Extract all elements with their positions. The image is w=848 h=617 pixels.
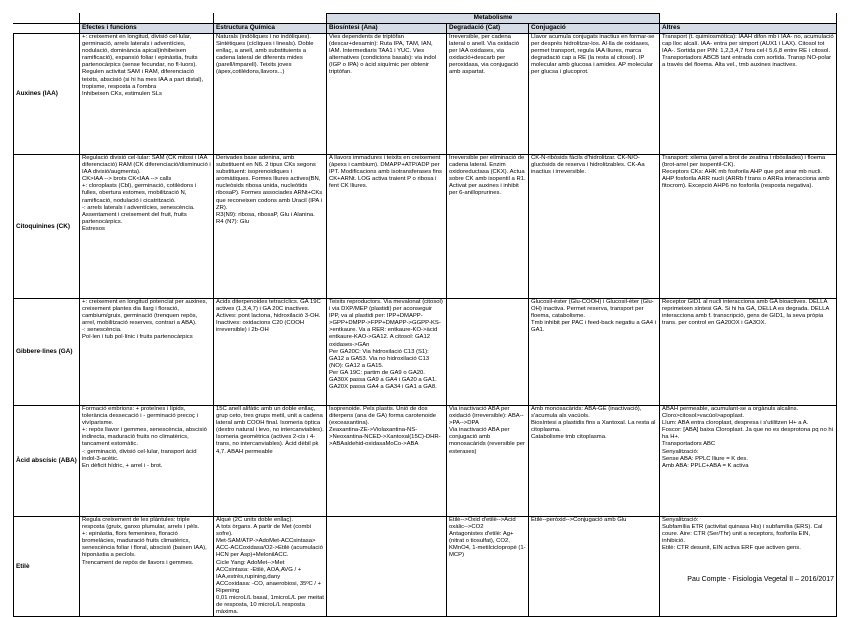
footer-credit: Pau Compte - Fisiologia Vegetal II – 2016/2017 (687, 576, 834, 583)
cell-text: Via inactivació ABA per conjugació amb monosacàrids (reversible per esterases) (449, 427, 525, 455)
table-cell (447, 299, 529, 406)
cell-text: 0,01 microL/L basal, 1microL/L per meitat de resposta, 10 microL/L resposta màxima. (216, 595, 324, 616)
cell-text: ACCoxidasa: -CO, anaerobiosi, 35ºC / + Ripening (216, 580, 322, 594)
cell-text: Amb monosacàrids: ABA-GE (inactivació), s'acumula als vacúols. (531, 406, 642, 420)
table-cell (529, 299, 660, 406)
column-header: Altres (660, 24, 837, 34)
cell-text: Receptor GID1 al nucli interacciona amb GA bioactives. DELLA reprimeixen síntesi GA. Si hi ha GA, DELLA es degrada. DELLA interacciona amb f. transcripció, gens de GID1, la seva pròpia trans. per control en GA20OX i GA3OX. (662, 299, 830, 327)
cell-text: ABAH permeable, acumulant-se a orgànuls alcalins. (662, 406, 799, 412)
table-cell (447, 406, 529, 517)
table-row (14, 517, 837, 617)
spacer-cell (214, 14, 327, 24)
cell-text: ACCsintasa: -Etilè, AOA,AVG / + IAA,estrès,rupining,dany (216, 566, 302, 580)
title-row (14, 14, 837, 24)
column-header: Conjugació (529, 24, 660, 34)
table-row (14, 406, 837, 517)
table-cell (529, 406, 660, 517)
cell-text: -: senescència. (82, 327, 122, 334)
cell-text: Irreversible per eliminació de cadena lateral. Enzim oxidoreductasa (CKX). Actua sobre CK amb isopentil a R1. Activat per auxines i inhibit per 6-anilloprurines. (449, 155, 526, 197)
cell-text: A tots òrgans. A partir de Met (combi sofre). (216, 524, 311, 538)
column-header: Estructura Química (214, 24, 327, 34)
table-cell (327, 299, 447, 406)
cell-text: Transportadors ABC (662, 441, 716, 448)
cell-text: Cloro>citosol>vacúol>apoplast. (662, 413, 745, 420)
table-cell (214, 517, 327, 617)
column-header: Efectes i funcions (80, 24, 214, 34)
table-cell (529, 155, 660, 299)
table-cell (660, 517, 837, 617)
column-header: Degradació (Cat) (447, 24, 529, 34)
cell-text: Inactives: oxidacions C20 (COOH irreversible) i 2b-OH (216, 320, 305, 334)
cell-text: Receptors CKs: AHK mb fosforila AHP que pot anar mb nucli. AHP fosforila ARR nucli (ARRb f trans o ARRa interacciona amb fitocrom). Excepció AHP6 no fosforila (resposta negativa). (662, 169, 830, 190)
table-cell (660, 299, 837, 406)
cell-text: Transport: xilema (arrel a brot de zeatina i ribòsilades) i floema (brot-arrel per isopentil-CK). (662, 155, 826, 169)
cell-text: R3(N9): ribosa, ribosaP, Glu i Alanina. (216, 211, 315, 218)
cell-text: Isoprenoide. Pels plastis. Unió de dos diterpens (ana de GA) forma carotenoide (exceaxantina). (329, 406, 437, 427)
cell-text: Sense ABA: PPLC lliure = K des. (662, 455, 748, 462)
table-cell (327, 34, 447, 155)
cell-text: R4 (N7): Glu (216, 218, 250, 225)
cell-text: Transport (t. quimiosmòtica): IAAH difon mb i IAA- no, acumulació cap lloc alcalí. IAA- entra per simport (AUX1 i LAX). Citosol tot IAA-. Sortida per PIN: 1,2,3,4,7 fora cel·l 5,6,8 entre RE i citosol. Transportadors ABCB tant entrada com sortida. Transp NO-polar a través del floema. Alta vel., tmb auxines inactives. (662, 34, 834, 69)
table-cell (214, 299, 327, 406)
table-cell (80, 517, 214, 617)
cell-text: Cicle Yang: AdoMet-->Met (216, 559, 285, 566)
table-row (14, 299, 837, 406)
cell-text: Etilè-->Òxid d'etilè-->Àcid oxàlic-->CO2 (449, 517, 516, 531)
cell-text: Irreversible, per cadena lateral o anell. Via oxidació per IAA oxidases, via oxidació+descarb per peroxidasa, via conjugació amb aspartat. (449, 34, 519, 76)
row-header: Àcid abscísic (ABA) (14, 406, 80, 517)
table-cell (529, 34, 660, 155)
table-cell (214, 406, 327, 517)
cell-text: Àcids diterpenoides tetracíclics. GA 19C actives (1,3,4,7) i GA 20C inactives. Actives: pont lactona, hidroxilació 3-OH. (216, 299, 321, 320)
table-cell (80, 155, 214, 299)
cell-text: Per GA 19C: partim de GA9 o GA20. GA30X passa GA9 a GA4 i GA20 a GA1. GA20X passa GA4 a GA34 i GA1 a GA8. (329, 369, 437, 391)
spacer-cell (80, 14, 214, 24)
row-header: Gibbere·lines (GA) (14, 299, 80, 406)
table-cell (327, 406, 447, 517)
cell-text: Senyalització: (662, 517, 699, 523)
cell-text: Inhibeixen CKs, estimulen SLs (82, 90, 162, 97)
cell-text: Senyalització: (662, 448, 699, 455)
cell-text: Zeaxantina-ZE->Violaxantina-NS->Neoxantina-NCED->Xantoxal(15C)-DHR->ABAaldehid-oxidasaMoCo->ABA (329, 427, 441, 448)
table-cell (80, 299, 214, 406)
cell-text: 15C anell alifàtic amb un doble enllaç, grup ceto, tres grups metil, unit a cadena lateral amb COOH final. Isomeria òptica (dextro natural i levo, no intercanviables). Isomeria geomètrica (actives 2-cis i 4-trans, no intercanviables). Àcid dèbil pk 4,7. ABAH permeable (216, 406, 324, 455)
table-cell (214, 155, 327, 299)
table-cell (660, 34, 837, 155)
cell-text: Formació embrions: + proteïnes i lípids, tolerància dessecació i - germinació precoç i vivíparisme. (82, 406, 198, 427)
corner-cell (14, 24, 80, 34)
table-cell (660, 406, 837, 517)
cell-text: Catabolisme tmb citoplasma. (531, 434, 607, 441)
cell-text: +: epinàstia, flors femenines, floració bromelàcies, maduració fruits climatèrics, senescència foliar i floral, abscisió (baixen IAA), hiponàstia a pecíols. (82, 531, 207, 559)
cell-text: Pol·len i tub pol·línic i fruits partenocàrpics (82, 334, 193, 341)
cell-text: Derivades base adenina, amb substituent en N6. 2 tipus CKs segons substituent: isoprenoidiques i aromàtiques. Formes lliures actives(BN, nucleòsids ribosa unida, nucleòtids ribosaP). Formes associades ARNt+CKs que reconeixen codons amb Uracil (IPA i ZR). (216, 155, 323, 211)
table-cell (447, 155, 529, 299)
table-cell (80, 34, 214, 155)
summary-sheet (13, 13, 836, 617)
cell-text: Llum: ABA entra cloroplast, despresa i s'utilitzen H+ a A. (662, 420, 809, 427)
column-header-row (14, 24, 837, 34)
table-cell (529, 517, 660, 617)
hormone-table (13, 13, 837, 617)
cell-text: En dèficit hídric, + arrel i - brot. (82, 462, 163, 469)
table-row (14, 155, 837, 299)
cell-text: Alquè (2C units doble enllaç). (216, 517, 293, 523)
cell-text: Teixits reproductors. Via mevalonat (citosol) i via DXP/MEP (plastidi) per aconseguir IPP, va al plastidi per: IPP+DMAPP->GPP+DMPP->FPP+DMAPP->GGPP-KS->entkaure. Va a RER: entkaure-KO->àcid entkaure-KAO->GA12. A citosol: GA12 oxidases->GAn (329, 299, 443, 348)
cell-text: Naturals (indòliques i no indòliques). Sintètiques (cícliques i lineals). Doble enllaç, a anell, amb substituients a cadena lateral de diferents mides (parell/imparell). Teixits joves (àpex,cotilèdons,llavors...) (216, 34, 314, 76)
table-cell (447, 517, 529, 617)
cell-text: +: cloroplasts (Cbl), germinació, cotilèdons i fulles, obertura estomes, mobilització N, ramificació, nodulació i cicatrització. (82, 183, 197, 204)
cell-text: Foscor: [ABA] baixa Cloroplast. Ja que no es desprotona pq no hi ha H+. (662, 427, 833, 441)
table-cell (327, 517, 447, 617)
cell-text: Vies dependents de triptòfan (descar+desamin): Ruta IPA, TAM, IAN, IAM. Intermediaris TAA1 i YUC. Vies alternatives (condicions basals): via indol (IGP o IPA) o àcid siquímic per obtenir triptòfan. (329, 34, 437, 76)
cell-text: -: germinació, divisió cel·lular, transport àcid indol-3-acètic. (82, 448, 197, 462)
cell-text: CK>IAA --> brots CK<IAA --> calls (82, 176, 172, 183)
table-cell (80, 406, 214, 517)
cell-text: Tmb inhibit per PAC i feed-back negatiu a GA4 i GA1. (531, 320, 656, 334)
cell-text: +: creixement en longitud, divisió cel·lular, germinació, arrels laterals i adventícies, nodulació, dominància apical(inhibeixen ramificació), expansió foliar i epinàstia, fruits partenocàrpics (sense fecundar, no fl·luors). Regulen activitat SAM i RAM, diferenciació teixits, abscisió (si hi ha mes IAA a part distal), tropisme, resposta a l'ombra (82, 34, 204, 90)
table-cell (214, 34, 327, 155)
cell-text: Trencament de repòs de llavors i gemmes. (82, 559, 194, 566)
metabolisme-header: Metabolisme (327, 14, 660, 24)
cell-text: Biosíntesi a plastidis fins a Xantoxal. La resta al citoplasma. (531, 420, 656, 434)
cell-text: Regula creixement de les plàntules: triple resposta (gruix, ganxo plumular, arrels i pèls. (82, 517, 200, 531)
row-header: Etilè (14, 517, 80, 617)
cell-text: Etilè--peròxid-->Conjugació amb Glu (531, 517, 627, 523)
row-header: Citoquinines (CK) (14, 155, 80, 299)
cell-text: CK-N-ribòsids fàcils d'hidrolitzar. CK-N/O-glucòsids de reserva i hidrolitzables. CK-Aa inactius i irreversible. (531, 155, 645, 176)
table-cell (447, 34, 529, 155)
table-cell (327, 155, 447, 299)
cell-text: Amb ABA: PPLC+ABA = K activa (662, 462, 749, 469)
cell-text: A llavors immadures i teixits en creixement (àpexs i cambium). DMAPP+ATP/ADP per IPT. Modificacions amb isotransferases fins CK+ARNt. LOG activa traient P o ribosa i fent CK lliures. (329, 155, 442, 190)
cell-text: Estresos (82, 225, 105, 232)
cell-text: Glucosil-èster (Glu-COOH) i Glucosil-èter (Glu-OH) inactiva. Permet reserva, transport per floema, catabolisme. (531, 299, 654, 320)
cell-text: +: creixement en longitud potenciat per auxines, creixement plantes dia llarg i floració, cambium/gruix, germinació (trenquen repòs, arrel, mobilització reserves, contrari a ABA). (82, 299, 208, 327)
table-row (14, 34, 837, 155)
cell-text: Met-SAM/ATP->AdoMet-ACCsintasa> ACC-ACCoxidasa/O2->Etilè (acumulació HCN per Asp)+MelonilACC. (216, 538, 323, 559)
table-body (14, 34, 837, 617)
corner-cell (14, 14, 80, 24)
cell-text: Per GA20C: Via hidroxilació C13 (S1): GA12 a GA53. Via no hidroxilació C13 (NO): GA12 a GA15. (329, 348, 430, 369)
cell-text: Subfamília ETR (activitat quinasa His) i subfamília (ERS). Cal coure. Aire: CTR (Ser/Thr) unit a receptors, fosforila EIN, inhibició. (662, 524, 823, 545)
cell-text: Antagonistes d'etilè: Ag+(nitrat o tiosulfat), CO2, KMnO4, 1-metilciclopropè (1-MCP) (449, 531, 526, 559)
column-header: Biosíntesi (Ana) (327, 24, 447, 34)
cell-text: +: repòs llavor i gemmes, senescència, abscisió indirecta, maduració fruits no climatèrics, tancament estomàtic. (82, 427, 207, 448)
cell-text: Regulació divisió cel·lular: SAM (CK mitosi i IAA diferenciació) RAM (CK diferenciació/disminució i IAA divisió/augmenta). (82, 155, 211, 176)
row-header: Auxines (IAA) (14, 34, 80, 155)
cell-text: Etilè: CTR desunit, EIN activa ERF que activen gens. (662, 545, 801, 552)
table-cell (660, 155, 837, 299)
spacer-cell (660, 14, 837, 24)
cell-text: -: arrels laterals i adventícies, senescència. (82, 204, 195, 211)
cell-text: Via inactivació ABA per oxidació (irreversible): ABA-->PA-->DPA (449, 406, 524, 427)
cell-text: Llavor acumula conjugats inactius en formar-se per després hidrolitzar-los. Al·lla de oxidases, permet transport, regula IAA lliures, marca degradació cap a RE (la resta al citosol). IP molecular amb glucosa i amides. AP molecular per glucsa i glucoprot. (531, 34, 655, 76)
cell-text: Assentament i creixement del fruit, fruits partenocàrpics. (82, 211, 187, 225)
